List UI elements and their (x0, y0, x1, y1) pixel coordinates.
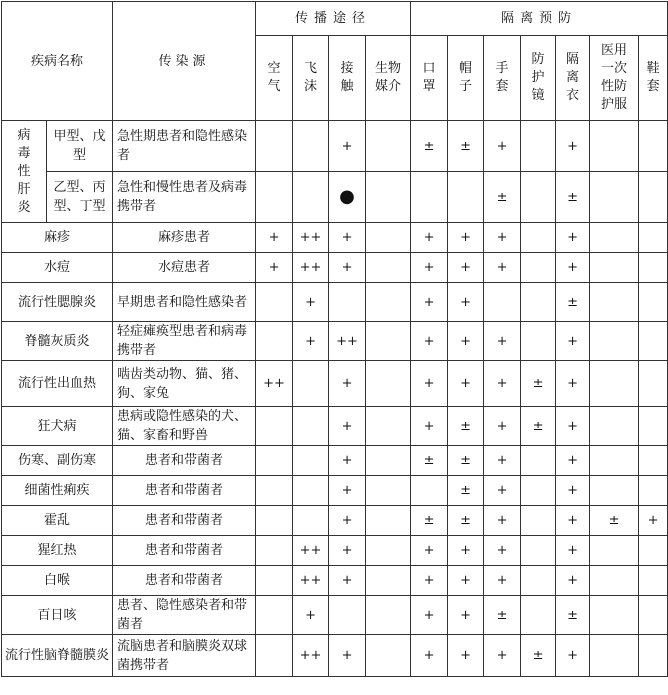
header-source: 传染源 (113, 2, 256, 121)
transmission-mark (256, 635, 293, 677)
transmission-mark (366, 121, 411, 172)
disease-name: 脊髓灰质炎 (2, 322, 113, 361)
transmission-mark: ++ (256, 361, 293, 407)
isolation-mark (521, 596, 556, 635)
transmission-mark (256, 476, 293, 506)
isolation-mark (639, 536, 668, 566)
hepatitis-group-label: 病毒性肝炎 (2, 121, 47, 223)
isolation-mark (521, 506, 556, 536)
transmission-mark (293, 121, 329, 172)
header-isolation-col: 鞋套 (639, 36, 668, 121)
isolation-mark (639, 566, 668, 596)
isolation-mark: + (556, 223, 590, 253)
disease-name: 流行性出血热 (2, 361, 113, 407)
disease-name: 百日咳 (2, 596, 113, 635)
table-row (2, 407, 668, 446)
isolation-mark (590, 253, 639, 283)
isolation-mark: ± (448, 407, 484, 446)
disease-subtype: 甲型、戊型 (47, 121, 113, 172)
isolation-mark (521, 566, 556, 596)
infection-source: 流脑患者和脑膜炎双球菌携带者 (113, 635, 256, 677)
infection-source: 患者和带菌者 (113, 506, 256, 536)
header-isolation-col: 帽子 (448, 36, 484, 121)
table-row (2, 536, 668, 566)
disease-name: 麻疹 (2, 223, 113, 253)
transmission-mark: + (329, 635, 366, 677)
isolation-mark: + (411, 322, 448, 361)
isolation-mark: + (484, 476, 521, 506)
disease-name: 猩红热 (2, 536, 113, 566)
transmission-mark: ++ (329, 322, 366, 361)
isolation-mark: + (484, 506, 521, 536)
isolation-mark (590, 361, 639, 407)
table-row (2, 283, 668, 322)
isolation-mark: + (411, 223, 448, 253)
transmission-mark (366, 635, 411, 677)
transmission-mark: ++ (293, 223, 329, 253)
disease-name: 白喉 (2, 566, 113, 596)
transmission-mark: + (256, 253, 293, 283)
infection-source: 水痘患者 (113, 253, 256, 283)
disease-name: 流行性脑脊髓膜炎 (2, 635, 113, 677)
isolation-mark (639, 446, 668, 476)
isolation-mark: + (556, 506, 590, 536)
transmission-mark: ++ (293, 635, 329, 677)
transmission-mark (256, 566, 293, 596)
isolation-mark: + (448, 536, 484, 566)
isolation-mark (590, 322, 639, 361)
disease-name: 细菌性痢疾 (2, 476, 113, 506)
infection-source: 患者和带菌者 (113, 536, 256, 566)
isolation-mark (639, 223, 668, 253)
transmission-mark: + (293, 322, 329, 361)
isolation-mark: + (411, 635, 448, 677)
table-row (2, 172, 668, 223)
transmission-mark (366, 253, 411, 283)
transmission-mark (366, 223, 411, 253)
header-transmission-col: 空气 (256, 36, 293, 121)
isolation-mark: + (484, 322, 521, 361)
transmission-mark (293, 476, 329, 506)
disease-name: 水痘 (2, 253, 113, 283)
header-transmission-col: 接触 (329, 36, 366, 121)
isolation-mark: + (411, 596, 448, 635)
disease-name: 伤寒、副伤寒 (2, 446, 113, 476)
isolation-mark: ± (484, 172, 521, 223)
transmission-mark: + (329, 253, 366, 283)
isolation-mark (521, 253, 556, 283)
transmission-mark (366, 566, 411, 596)
isolation-mark (590, 566, 639, 596)
isolation-mark (521, 283, 556, 322)
transmission-mark: + (329, 566, 366, 596)
transmission-mark (256, 407, 293, 446)
isolation-mark (590, 283, 639, 322)
transmission-mark (366, 172, 411, 223)
isolation-mark (521, 536, 556, 566)
transmission-mark (366, 361, 411, 407)
transmission-mark (366, 476, 411, 506)
isolation-mark (639, 172, 668, 223)
isolation-mark (590, 446, 639, 476)
isolation-mark: ± (556, 172, 590, 223)
isolation-mark (590, 635, 639, 677)
isolation-mark: + (484, 566, 521, 596)
isolation-mark: + (448, 253, 484, 283)
infection-source: 轻症瘫痪型患者和病毒携带者 (113, 322, 256, 361)
isolation-mark (521, 121, 556, 172)
transmission-mark: ++ (293, 536, 329, 566)
isolation-mark: + (448, 322, 484, 361)
infection-source: 急性和慢性患者及病毒携带者 (113, 172, 256, 223)
disease-name: 霍乱 (2, 506, 113, 536)
isolation-mark (590, 407, 639, 446)
isolation-mark (639, 361, 668, 407)
transmission-mark (256, 121, 293, 172)
infection-source: 麻疹患者 (113, 223, 256, 253)
isolation-mark: + (411, 536, 448, 566)
isolation-mark: + (484, 223, 521, 253)
table-row (2, 253, 668, 283)
isolation-mark: + (448, 283, 484, 322)
isolation-mark: + (411, 283, 448, 322)
isolation-mark: + (448, 223, 484, 253)
table-row (2, 635, 668, 677)
isolation-mark: + (411, 361, 448, 407)
transmission-mark (256, 172, 293, 223)
isolation-mark: + (556, 322, 590, 361)
isolation-mark (448, 172, 484, 223)
header-isolation-col: 手套 (484, 36, 521, 121)
disease-subtype: 乙型、丙型、丁型 (47, 172, 113, 223)
transmission-mark (293, 446, 329, 476)
infection-source: 患者和带菌者 (113, 476, 256, 506)
transmission-mark: ++ (293, 566, 329, 596)
transmission-mark (366, 506, 411, 536)
isolation-mark (411, 172, 448, 223)
isolation-mark: ± (448, 446, 484, 476)
isolation-mark (484, 283, 521, 322)
isolation-mark (639, 283, 668, 322)
isolation-mark (639, 407, 668, 446)
isolation-mark: + (411, 566, 448, 596)
isolation-mark (590, 476, 639, 506)
header-disease-name: 疾病名称 (2, 2, 113, 121)
isolation-mark: + (556, 635, 590, 677)
isolation-mark: + (484, 407, 521, 446)
isolation-mark: + (484, 253, 521, 283)
table-row (2, 476, 668, 506)
isolation-mark: + (556, 536, 590, 566)
transmission-mark (293, 172, 329, 223)
isolation-mark: + (484, 635, 521, 677)
header-isolation-col: 隔离衣 (556, 36, 590, 121)
isolation-mark: + (556, 407, 590, 446)
isolation-mark (411, 476, 448, 506)
transmission-mark: + (329, 223, 366, 253)
transmission-mark (256, 596, 293, 635)
isolation-mark: + (411, 407, 448, 446)
isolation-mark (639, 322, 668, 361)
isolation-mark (590, 172, 639, 223)
isolation-mark: + (448, 635, 484, 677)
isolation-mark: ± (556, 596, 590, 635)
isolation-mark (639, 121, 668, 172)
isolation-mark: + (484, 446, 521, 476)
transmission-mark: + (329, 506, 366, 536)
header-transmission-group: 传播途径 (256, 2, 411, 36)
isolation-mark (521, 446, 556, 476)
transmission-mark: ++ (293, 253, 329, 283)
isolation-mark: ± (448, 476, 484, 506)
table-row (2, 506, 668, 536)
isolation-mark: + (448, 361, 484, 407)
isolation-mark: ± (590, 506, 639, 536)
transmission-mark (366, 283, 411, 322)
table-row (2, 566, 668, 596)
isolation-mark: ± (484, 596, 521, 635)
isolation-mark: + (411, 253, 448, 283)
transmission-mark: + (256, 223, 293, 253)
transmission-mark: + (293, 596, 329, 635)
infection-source: 患者、隐性感染者和带菌者 (113, 596, 256, 635)
transmission-mark: + (329, 536, 366, 566)
transmission-mark (366, 446, 411, 476)
transmission-mark: + (329, 476, 366, 506)
transmission-mark: ● (329, 172, 366, 223)
transmission-mark: + (329, 361, 366, 407)
transmission-mark: + (329, 446, 366, 476)
isolation-mark: ± (556, 283, 590, 322)
isolation-mark (639, 476, 668, 506)
header-transmission-col: 生物媒介 (366, 36, 411, 121)
header-isolation-col: 口罩 (411, 36, 448, 121)
isolation-mark: + (556, 361, 590, 407)
isolation-mark: + (556, 566, 590, 596)
transmission-mark (256, 536, 293, 566)
isolation-mark: + (448, 596, 484, 635)
isolation-mark (590, 223, 639, 253)
transmission-mark: + (329, 407, 366, 446)
isolation-mark (639, 253, 668, 283)
transmission-mark: + (293, 283, 329, 322)
isolation-mark (590, 121, 639, 172)
transmission-mark (256, 446, 293, 476)
isolation-mark: + (639, 506, 668, 536)
isolation-table (1, 1, 668, 677)
infection-source: 患者和带菌者 (113, 566, 256, 596)
transmission-mark (256, 322, 293, 361)
isolation-mark (521, 223, 556, 253)
infection-source: 啮齿类动物、猫、猪、狗、家兔 (113, 361, 256, 407)
isolation-mark (590, 596, 639, 635)
table-row (2, 361, 668, 407)
infection-source: 早期患者和隐性感染者 (113, 283, 256, 322)
isolation-mark: ± (448, 506, 484, 536)
isolation-mark: + (556, 446, 590, 476)
isolation-mark: + (484, 536, 521, 566)
isolation-mark: ± (411, 446, 448, 476)
isolation-mark (590, 536, 639, 566)
header-isolation-col: 医用一次性防护服 (590, 36, 639, 121)
isolation-mark (521, 476, 556, 506)
table-row (2, 596, 668, 635)
isolation-mark: + (556, 121, 590, 172)
disease-name: 狂犬病 (2, 407, 113, 446)
header-isolation-col: 防护镜 (521, 36, 556, 121)
isolation-mark: + (556, 253, 590, 283)
transmission-mark (366, 536, 411, 566)
isolation-mark: ± (521, 635, 556, 677)
isolation-mark: ± (521, 361, 556, 407)
isolation-mark (639, 596, 668, 635)
isolation-mark: ± (448, 121, 484, 172)
infection-source: 患者和带菌者 (113, 446, 256, 476)
isolation-mark: ± (521, 407, 556, 446)
transmission-mark (366, 596, 411, 635)
table-row (2, 223, 668, 253)
isolation-mark (521, 322, 556, 361)
isolation-mark (639, 635, 668, 677)
transmission-mark: + (329, 121, 366, 172)
header-isolation-group: 隔离预防 (411, 2, 668, 36)
transmission-mark (256, 283, 293, 322)
table-row (2, 322, 668, 361)
transmission-mark (366, 322, 411, 361)
transmission-mark (366, 407, 411, 446)
transmission-mark (329, 596, 366, 635)
transmission-mark (293, 361, 329, 407)
isolation-mark (521, 172, 556, 223)
header-transmission-col: 飞沫 (293, 36, 329, 121)
isolation-mark: + (484, 361, 521, 407)
transmission-mark (293, 407, 329, 446)
isolation-mark: + (556, 476, 590, 506)
transmission-mark (329, 283, 366, 322)
transmission-mark (256, 506, 293, 536)
transmission-mark (293, 506, 329, 536)
isolation-mark: + (448, 566, 484, 596)
infection-source: 急性期患者和隐性感染者 (113, 121, 256, 172)
isolation-mark: + (484, 121, 521, 172)
table-row (2, 121, 668, 172)
table-row (2, 446, 668, 476)
infection-source: 患病或隐性感染的犬、猫、家畜和野兽 (113, 407, 256, 446)
disease-name: 流行性腮腺炎 (2, 283, 113, 322)
isolation-mark: ± (411, 121, 448, 172)
isolation-mark: ± (411, 506, 448, 536)
